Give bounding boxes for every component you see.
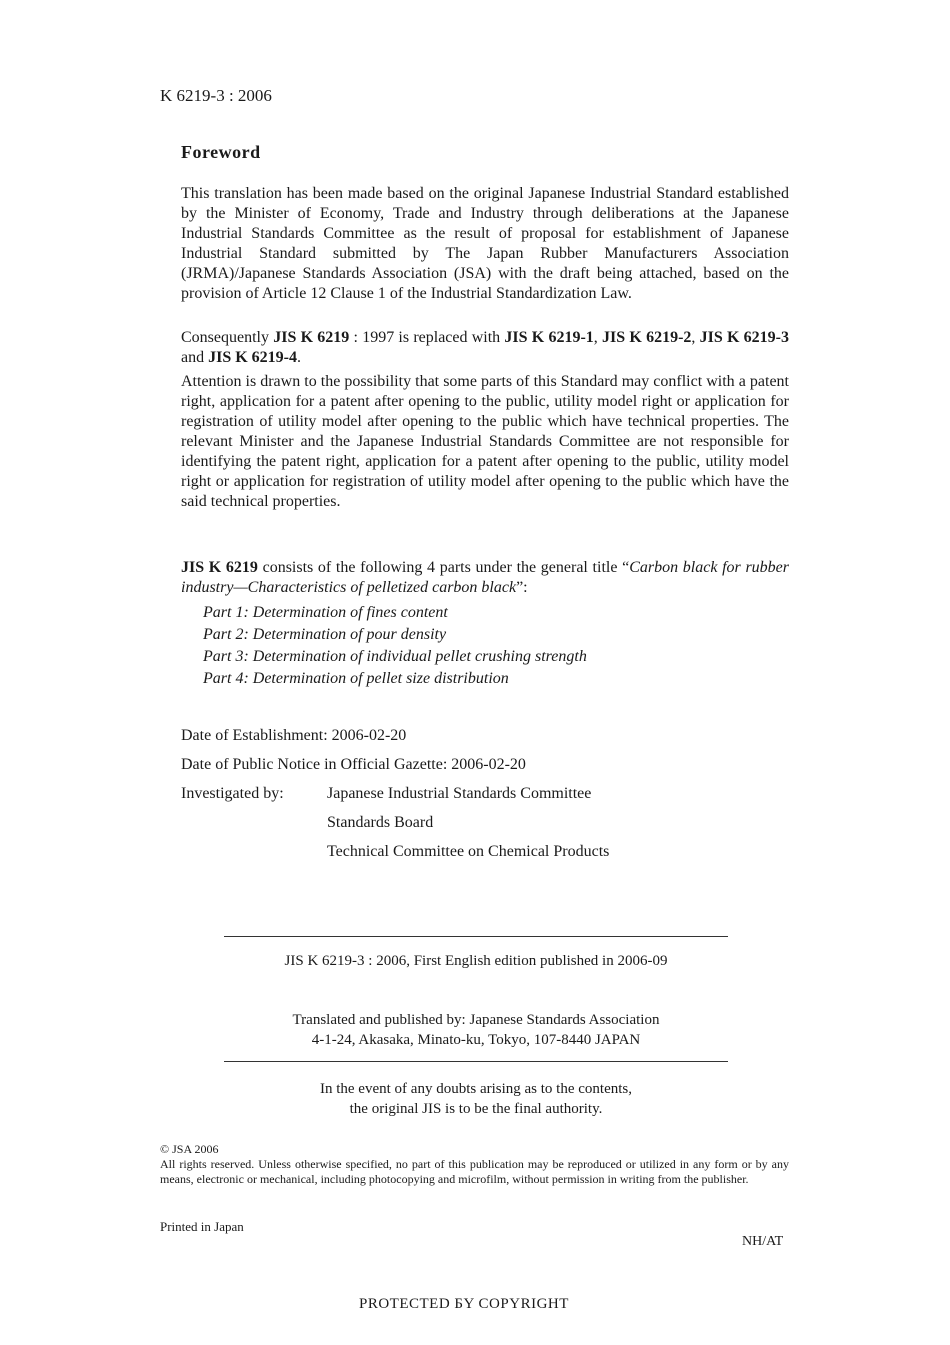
publisher-address: 4-1-24, Akasaka, Minato-ku, Tokyo, 107-8440 JAPAN bbox=[311, 1032, 641, 1048]
standard-ref: JIS K 6219-4 bbox=[208, 349, 298, 366]
text-run: : 1997 is replaced with bbox=[349, 329, 505, 346]
standard-ref: JIS K 6219-2 bbox=[602, 329, 692, 346]
document-code: NH/AT bbox=[742, 1234, 784, 1249]
part-item: Part 4: Determination of pellet size distribution bbox=[203, 670, 509, 687]
part-item: Part 3: Determination of individual pellet crushing strength bbox=[203, 648, 587, 665]
investigated-by-technical-committee: Technical Committee on Chemical Products bbox=[327, 843, 610, 860]
date-of-establishment: Date of Establishment: 2006-02-20 bbox=[181, 727, 407, 744]
standard-ref: JIS K 6219-3 bbox=[699, 329, 790, 346]
investigated-by-label: Investigated by: bbox=[181, 785, 284, 802]
general-title: Carbon black for rubber industry—Characteristics of pelletized carbon black bbox=[181, 559, 790, 596]
authority-notice bbox=[224, 1079, 728, 1119]
divider-top bbox=[224, 936, 728, 937]
foreword-paragraph-4 bbox=[181, 558, 789, 598]
document-header: K 6219-3 : 2006 bbox=[160, 86, 272, 105]
foreword-paragraph-3: Attention is drawn to the possibility that some parts of this Standard may conflict with a patent right, application for a patent after opening to the public, utility model right or application for registration of utility model after opening to the public which have technical properties. The relevant Minister and the Japanese Industrial Standards Committee are not responsible for identifying the patent right, application for a patent after opening to the public, utility model right or application for registration of utility model after opening to the public which have the said technical properties. bbox=[181, 373, 789, 510]
printed-in: Printed in Japan bbox=[160, 1219, 244, 1234]
protected-watermark: PROTECTED БY COPYRIGHT bbox=[359, 1296, 569, 1312]
part-item: Part 2: Determination of pour density bbox=[203, 626, 447, 643]
part-item: Part 1: Determination of fines content bbox=[203, 604, 448, 621]
text-run: and bbox=[181, 349, 209, 366]
parts-list bbox=[203, 602, 587, 690]
text-run: . bbox=[297, 349, 302, 366]
authority-line: In the event of any doubts arising as to the contents, bbox=[319, 1081, 632, 1097]
standard-ref: JIS K 6219 bbox=[273, 329, 350, 346]
text-run: ”: bbox=[516, 579, 528, 596]
text-run: consists of the following 4 parts under the general title “ bbox=[257, 559, 630, 576]
authority-line: the original JIS is to be the final authority. bbox=[349, 1101, 603, 1117]
publisher-line: Translated and published by: Japanese Standards Association bbox=[292, 1012, 660, 1028]
foreword-paragraph-2 bbox=[181, 328, 789, 368]
text-run: Consequently bbox=[181, 329, 274, 346]
investigated-by-board: Standards Board bbox=[327, 814, 434, 831]
standard-ref: JIS K 6219-1 bbox=[504, 329, 594, 346]
foreword-paragraph-1: This translation has been made based on the original Japanese Industrial Standard established by the Minister of Economy, Trade and Industry through deliberations at the Japanese Industrial Standards Committee as the result of proposal for establishment of Japanese Industrial Standard submitted by The Japan Rubber Manufacturers Association (JRMA)/Japanese Standards Association (JSA) with the draft being attached, based on the provision of Article 12 Clause 1 of the Industrial Standardization Law. bbox=[181, 185, 789, 302]
standard-ref: JIS K 6219 bbox=[181, 559, 258, 576]
copyright-block bbox=[160, 1142, 789, 1187]
foreword-title: Foreword bbox=[181, 142, 261, 162]
investigated-by-committee: Japanese Industrial Standards Committee bbox=[327, 785, 592, 802]
rights-notice: All rights reserved. Unless otherwise specified, no part of this publication may be reproduced or utilized in any form or by any means, electronic or mechanical, including photocopying and microfilm, without permission in writing from the publisher. bbox=[160, 1157, 789, 1186]
divider-bottom bbox=[224, 1061, 728, 1062]
text-run: , bbox=[593, 329, 603, 346]
text-run: , bbox=[691, 329, 700, 346]
copyright-notice: © JSA 2006 bbox=[160, 1142, 219, 1156]
publisher-block bbox=[224, 1010, 728, 1050]
edition-line: JIS K 6219-3 : 2006, First English edition published in 2006-09 bbox=[284, 953, 668, 969]
date-of-public-notice: Date of Public Notice in Official Gazette: 2006-02-20 bbox=[181, 756, 526, 773]
